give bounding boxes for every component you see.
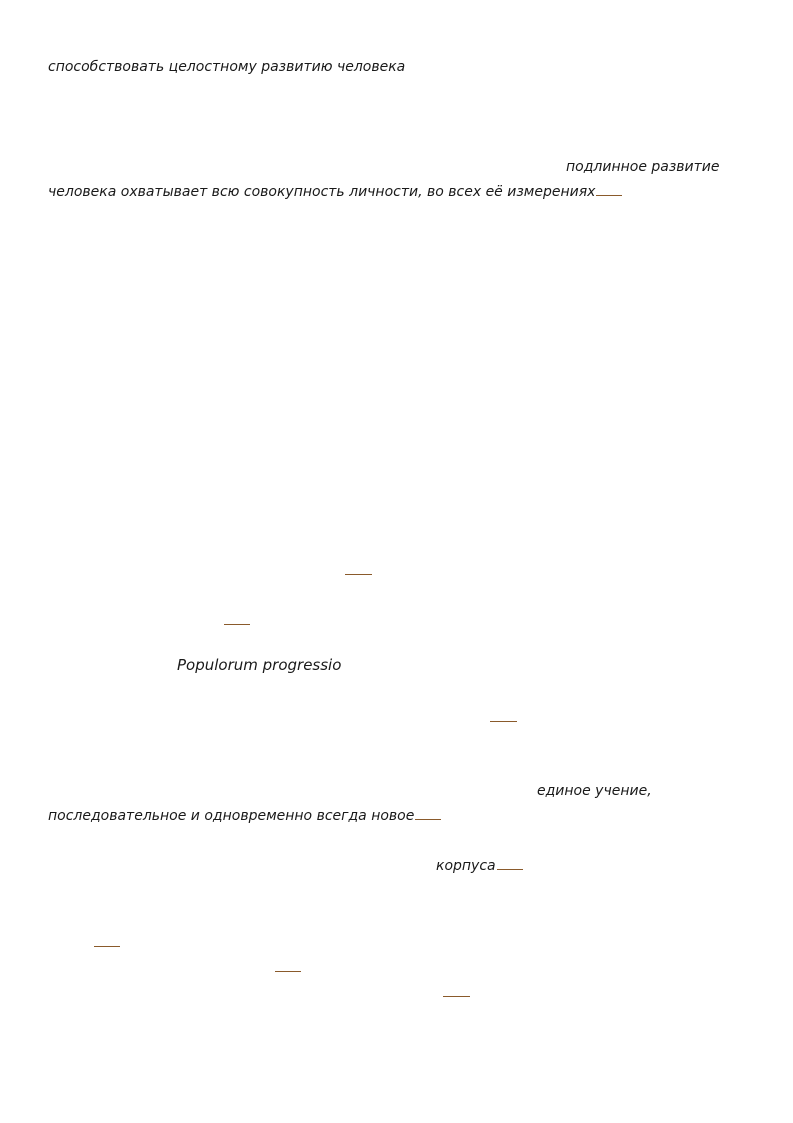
text-line-7-wrapper (436, 857, 523, 875)
footnote-link[interactable] (94, 946, 120, 947)
text-line-6-wrapper (48, 807, 441, 825)
footnote-link[interactable] (596, 194, 622, 196)
text-line-3: человека охватывает всю совокупность личности, во всех её измерениях (48, 184, 596, 200)
text-line-3-wrapper (48, 183, 622, 201)
footnote-link[interactable] (275, 971, 301, 972)
text-line-4: Populorum progressio (177, 656, 342, 674)
footnote-link[interactable] (490, 721, 517, 722)
text-line-7: корпуса (436, 858, 496, 874)
text-line-1: способствовать целостному развитию человека (48, 59, 406, 75)
text-line-2: подлинное развитие (566, 159, 720, 175)
footnote-link[interactable] (443, 996, 470, 997)
footnote-link[interactable] (415, 818, 441, 820)
text-line-5: единое учение, (537, 783, 652, 799)
text-line-6: последовательное и одновременно всегда новое (48, 808, 415, 824)
footnote-link[interactable] (497, 868, 523, 870)
footnote-link[interactable] (345, 574, 372, 575)
footnote-link[interactable] (224, 624, 250, 625)
